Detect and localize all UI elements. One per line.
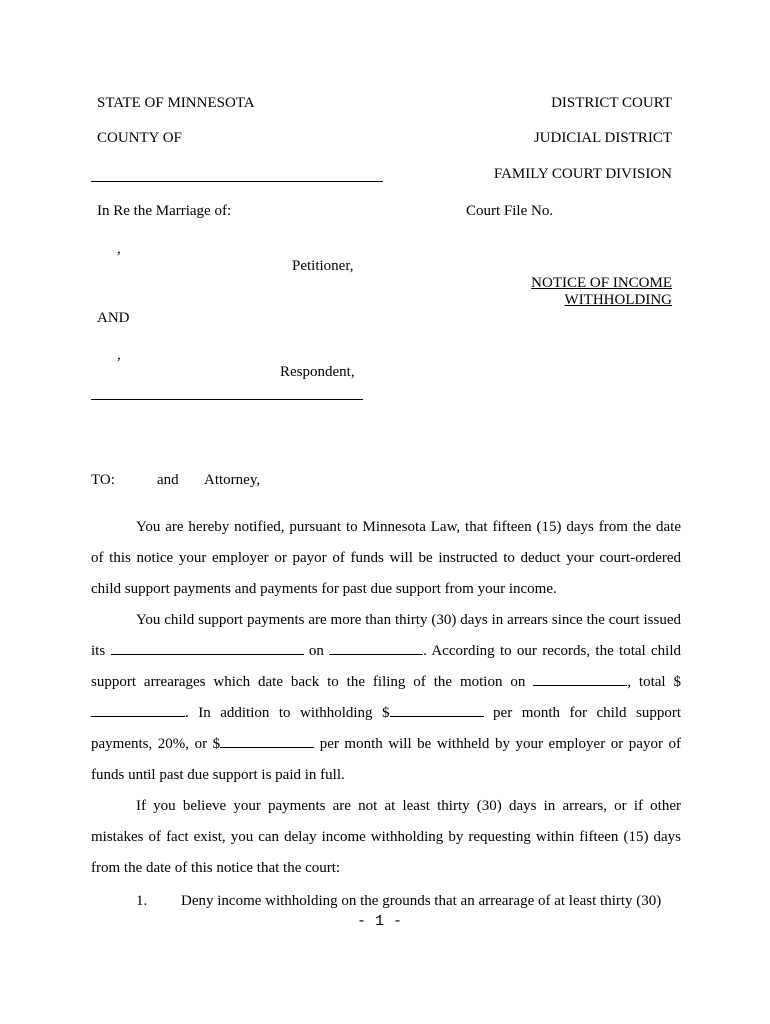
paragraph-notification: You are hereby notified, pursuant to Minnesota Law, that fifteen (15) days from the date of this notice your employer or payor of funds will be instructed to deduct your court-ordered child support payments and payments for past due support from your income. <box>91 519 681 597</box>
arrears-text-6: per month for child support payments, 20%, or $ <box>91 705 681 752</box>
arrears-text-1: You child support payments are more than thirty (30) days in arrears since the court issued its <box>91 612 681 659</box>
district-court-label: DISTRICT COURT <box>551 95 672 111</box>
item-1-number: 1. <box>136 893 148 909</box>
court-file-label: Court File No. <box>466 203 554 219</box>
order-date-blank <box>329 640 423 655</box>
county-label: COUNTY OF <box>97 130 182 146</box>
arrears-text-2: on <box>308 643 324 659</box>
arrears-text-5: . In addition to withholding $ <box>185 705 390 721</box>
family-court-division-label: FAMILY COURT DIVISION <box>493 166 672 182</box>
judicial-district-label: JUDICIAL DISTRICT <box>533 130 672 146</box>
paragraph-dispute: If you believe your payments are not at least thirty (30) days in arrears, or if other mistakes of fact exist, you can delay income withholding by requesting within fifteen (15) days from the date of this notice that the court: <box>91 798 681 876</box>
paragraph-arrears <box>91 605 681 791</box>
attorney-label: Attorney, <box>204 472 261 488</box>
respondent-name-comma: , <box>117 347 121 363</box>
document-title-line2: WITHHOLDING <box>564 292 672 308</box>
document-title-line1: NOTICE OF INCOME <box>531 275 672 291</box>
to-label: TO: <box>91 472 115 488</box>
respondent-label: Respondent, <box>280 364 355 380</box>
state-label: STATE OF MINNESOTA <box>97 95 255 111</box>
arrears-text-3: . According to our records, the total child support arrearages which date back to the filing of the motion on <box>91 643 682 690</box>
order-type-blank <box>111 640 304 655</box>
in-re-label: In Re the Marriage of: <box>97 203 232 219</box>
notice-body <box>91 512 681 884</box>
monthly-support-blank <box>390 702 484 717</box>
arrears-text-7: per month will be withheld by your employer or payor of funds until past due support is paid in full. <box>91 736 681 783</box>
total-arrears-blank <box>91 702 185 717</box>
county-name-line <box>91 181 383 182</box>
and-label: AND <box>97 310 130 326</box>
motion-date-blank <box>533 671 627 686</box>
item-1-text: Deny income withholding on the grounds that an arrearage of at least thirty (30) <box>181 893 662 909</box>
arrears-text-4: , total $ <box>627 674 681 690</box>
petitioner-label: Petitioner, <box>292 258 354 274</box>
petitioner-name-comma: , <box>117 241 121 257</box>
to-and-label: and <box>157 472 179 488</box>
caption-bottom-line <box>91 399 363 400</box>
monthly-arrears-blank <box>220 733 314 748</box>
page-number: - 1 - <box>357 913 403 930</box>
